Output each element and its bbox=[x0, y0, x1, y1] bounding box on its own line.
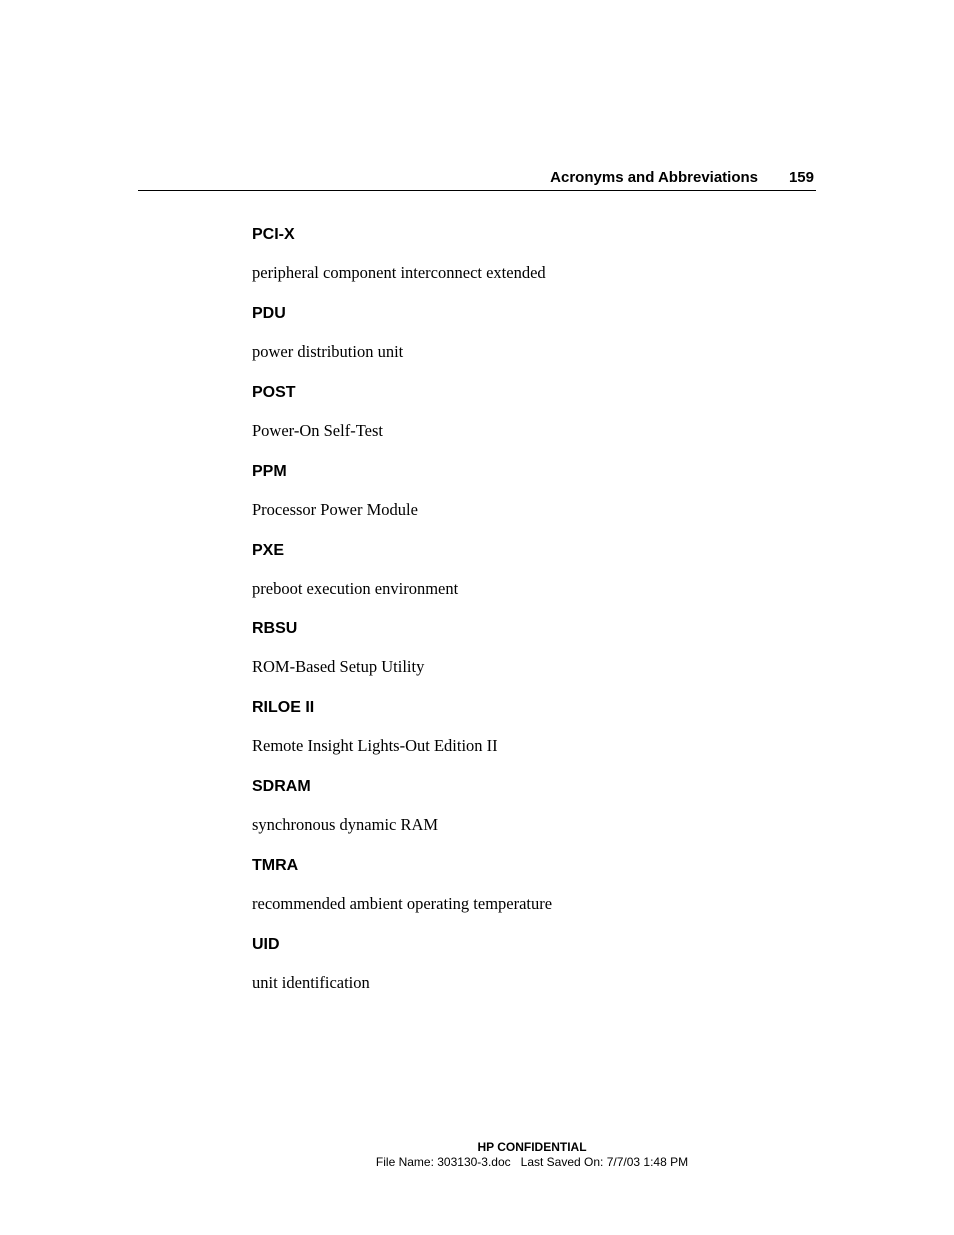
glossary-entry bbox=[252, 224, 812, 303]
glossary-entry bbox=[252, 618, 812, 697]
glossary-term: PDU bbox=[252, 304, 286, 322]
glossary-entry bbox=[252, 461, 812, 540]
glossary-term: PPM bbox=[252, 462, 287, 480]
glossary-term: POST bbox=[252, 383, 296, 401]
page-number: 159 bbox=[788, 169, 814, 186]
glossary-definition: Processor Power Module bbox=[252, 499, 418, 519]
glossary-entry bbox=[252, 776, 812, 855]
confidentiality-notice: HP CONFIDENTIAL bbox=[477, 1140, 587, 1154]
glossary-term: TMRA bbox=[252, 857, 299, 875]
glossary-entry bbox=[252, 934, 812, 1013]
glossary-definition: power distribution unit bbox=[252, 341, 404, 361]
file-info: File Name: 303130-3.doc Last Saved On: 7/7/03 1:48 PM bbox=[375, 1155, 689, 1169]
glossary-entry bbox=[252, 382, 812, 461]
glossary-term: PXE bbox=[252, 541, 285, 559]
glossary-term: RBSU bbox=[252, 620, 298, 638]
glossary-term: SDRAM bbox=[252, 778, 311, 796]
glossary-definition: ROM-Based Setup Utility bbox=[252, 657, 425, 677]
glossary-definition: synchronous dynamic RAM bbox=[252, 815, 439, 835]
glossary-definition: unit identification bbox=[252, 973, 370, 993]
glossary-list bbox=[252, 224, 812, 1013]
running-header bbox=[138, 168, 816, 191]
glossary-definition: recommended ambient operating temperature bbox=[252, 894, 553, 914]
glossary-term: PCI-X bbox=[252, 226, 295, 243]
glossary-entry bbox=[252, 855, 812, 934]
glossary-definition: peripheral component interconnect extended bbox=[252, 263, 546, 282]
glossary-definition: Remote Insight Lights-Out Edition II bbox=[252, 736, 498, 756]
header-title: Acronyms and Abbreviations bbox=[550, 169, 758, 186]
glossary-entry bbox=[252, 697, 812, 776]
page-footer bbox=[330, 1140, 734, 1170]
glossary-term: UID bbox=[252, 936, 280, 954]
glossary-term: RILOE II bbox=[252, 699, 315, 717]
glossary-definition: Power-On Self-Test bbox=[252, 420, 383, 440]
glossary-definition: preboot execution environment bbox=[252, 578, 459, 598]
glossary-entry bbox=[252, 540, 812, 619]
glossary-entry bbox=[252, 303, 812, 382]
